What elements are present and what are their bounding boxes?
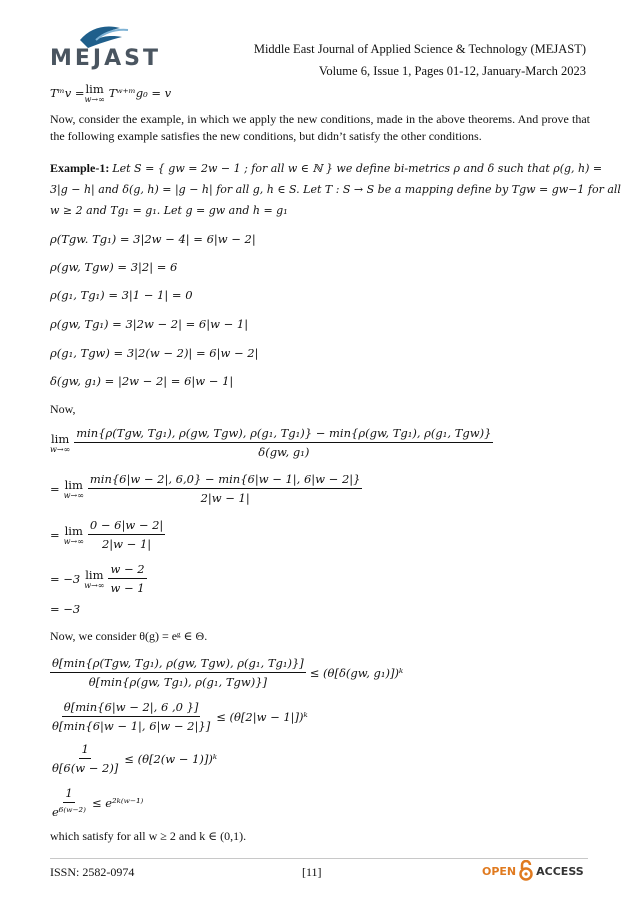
theta-ineq-3 <box>50 742 217 775</box>
example-line-2: 3|g − h| and δ(g, h) = |g − h| for all g, h ∈ S. Let T : S → S be a mapping define by Tgw = gw−1 for all <box>50 183 621 196</box>
theta-frac-1-num: θ[min{ρ(Tgw, Tg₁), ρ(gw, Tgw), ρ(g₁, Tg₁)}] <box>50 656 306 673</box>
logo-text: MEJAST <box>50 46 161 71</box>
limit-fraction-1 <box>50 426 493 459</box>
eq0-lhs: Tᵐv = <box>50 86 85 100</box>
limit-equation <box>50 82 171 104</box>
f4-prefix: = −3 <box>50 571 81 586</box>
lim-3-sub: w→∞ <box>63 536 84 546</box>
eq0-rhs: Tʷ⁺ᵐg₀ = v <box>108 86 172 100</box>
oa-access-text: ACCESS <box>536 864 584 878</box>
theta-ineq-4 <box>50 786 143 819</box>
open-lock-icon <box>518 860 534 882</box>
lim-1-word: lim <box>50 431 70 446</box>
lim-2-sub: w→∞ <box>63 490 84 500</box>
lim-2-word: lim <box>64 477 83 492</box>
eq-sign-3: = <box>50 527 60 542</box>
fraction-1-num: min{ρ(Tgw, Tg₁), ρ(gw, Tgw), ρ(g₁, Tg₁)} − min{ρ(gw, Tg₁), ρ(g₁, Tgw)} <box>74 426 493 443</box>
journal-logo <box>50 18 161 72</box>
now-label: Now, <box>50 402 76 416</box>
fraction-3 <box>88 518 165 551</box>
eq0-lim-sub: w→∞ <box>84 95 105 104</box>
theta-frac-4-num: 1 <box>63 786 74 803</box>
theta-ineq-2 <box>50 700 308 733</box>
lim-4 <box>84 568 104 590</box>
theta-frac-3-den: θ[6(w − 2)] <box>52 761 119 775</box>
theta-frac-1-den: θ[min{ρ(gw, Tg₁), ρ(g₁, Tgw)}] <box>88 675 267 689</box>
open-access-logo <box>482 860 584 882</box>
theta-frac-3-num: 1 <box>79 742 90 759</box>
footer-rule <box>50 858 588 859</box>
metric-eq-5: ρ(g₁, Tgw) = 3|2(w − 2)| = 6|w − 2| <box>50 346 259 360</box>
lim-4-word: lim <box>85 567 104 582</box>
example-line-3: w ≥ 2 and Tg₁ = g₁. Let g = gw and h = g₁ <box>50 204 288 217</box>
theta-ineq-1-rhs: ≤ (θ[δ(gw, g₁)])ᵏ <box>309 665 404 680</box>
fraction-1-den: δ(gw, g₁) <box>258 445 310 459</box>
oa-open-text: OPEN <box>482 864 517 878</box>
lim-1-sub: w→∞ <box>50 444 71 454</box>
theta-frac-2-den: θ[min{6|w − 1|, 6|w − 2|}] <box>52 719 211 733</box>
eq-sign-2: = <box>50 481 60 496</box>
volume-info: Volume 6, Issue 1, Pages 01-12, January-March 2023 <box>318 64 586 78</box>
example-block <box>50 160 621 219</box>
metric-eq-6: δ(gw, g₁) = |2w − 2| = 6|w − 1| <box>50 374 234 388</box>
theta-frac-1 <box>50 656 306 689</box>
fraction-3-den: 2|w − 1| <box>101 537 152 551</box>
fraction-2-den: 2|w − 1| <box>200 491 250 505</box>
eq0-lim-word: lim <box>85 82 104 96</box>
lim-1 <box>50 432 70 454</box>
fraction-2 <box>88 472 363 505</box>
page-number: [11] <box>302 865 322 879</box>
eq0-limit <box>85 82 105 104</box>
theta-definition: Now, we consider θ(g) = eᵍ ∈ Θ. <box>50 629 208 643</box>
theta-frac-2 <box>50 700 212 733</box>
theta-ineq-2-rhs: ≤ (θ[2|w − 1|])ᵏ <box>216 709 308 724</box>
metric-eq-3: ρ(g₁, Tg₁) = 3|1 − 1| = 0 <box>50 288 193 302</box>
theta-frac-4-den: e⁶⁽ʷ⁻²⁾ <box>52 805 86 819</box>
fraction-3-num: 0 − 6|w − 2| <box>88 518 165 535</box>
metric-eq-4: ρ(gw, Tg₁) = 3|2w − 2| = 6|w − 1| <box>50 317 249 331</box>
journal-title: Middle East Journal of Applied Science & Technology (MEJAST) <box>253 42 586 56</box>
example-label: Example-1: <box>50 161 110 175</box>
closing-sentence: which satisfy for all w ≥ 2 and k ∈ (0,1). <box>50 829 247 843</box>
fraction-1 <box>74 426 493 459</box>
fraction-4-den: w − 1 <box>110 581 145 595</box>
fraction-2-num: min{6|w − 2|, 6,0} − min{6|w − 1|, 6|w − 2|} <box>88 472 363 489</box>
theta-frac-3 <box>50 742 120 775</box>
issn: ISSN: 2582-0974 <box>50 865 135 879</box>
intro-paragraph: Now, consider the example, in which we apply the new conditions, made in the above theorems. And prove that the following example satisfies the new conditions, but didn’t satisfy the other conditions. <box>50 112 590 143</box>
lim-3 <box>64 524 84 546</box>
lim-4-sub: w→∞ <box>84 580 105 590</box>
example-line-1: Let S = { gw = 2w − 1 ; for all w ∈ ℕ } we define bi-metrics ρ and δ such that ρ(g, h) = <box>112 162 603 175</box>
theta-ineq-3-rhs: ≤ (θ[2(w − 1)])ᵏ <box>124 751 218 766</box>
limit-fraction-3 <box>50 518 165 551</box>
limit-result: = −3 <box>50 602 81 616</box>
limit-fraction-4 <box>50 562 147 595</box>
fraction-4-num: w − 2 <box>108 562 146 579</box>
theta-frac-4 <box>50 786 88 819</box>
metric-eq-1: ρ(Tgw. Tg₁) = 3|2w − 4| = 6|w − 2| <box>50 232 256 246</box>
theta-ineq-4-rhs: ≤ e²ᵏ⁽ʷ⁻¹⁾ <box>91 795 144 810</box>
theta-frac-2-num: θ[min{6|w − 2|, 6 ,0 }] <box>62 700 201 717</box>
fraction-4 <box>108 562 146 595</box>
metric-eq-2: ρ(gw, Tgw) = 3|2| = 6 <box>50 260 178 274</box>
lim-3-word: lim <box>64 523 83 538</box>
limit-fraction-2 <box>50 472 362 505</box>
theta-ineq-1 <box>50 656 403 689</box>
lim-2 <box>64 478 84 500</box>
